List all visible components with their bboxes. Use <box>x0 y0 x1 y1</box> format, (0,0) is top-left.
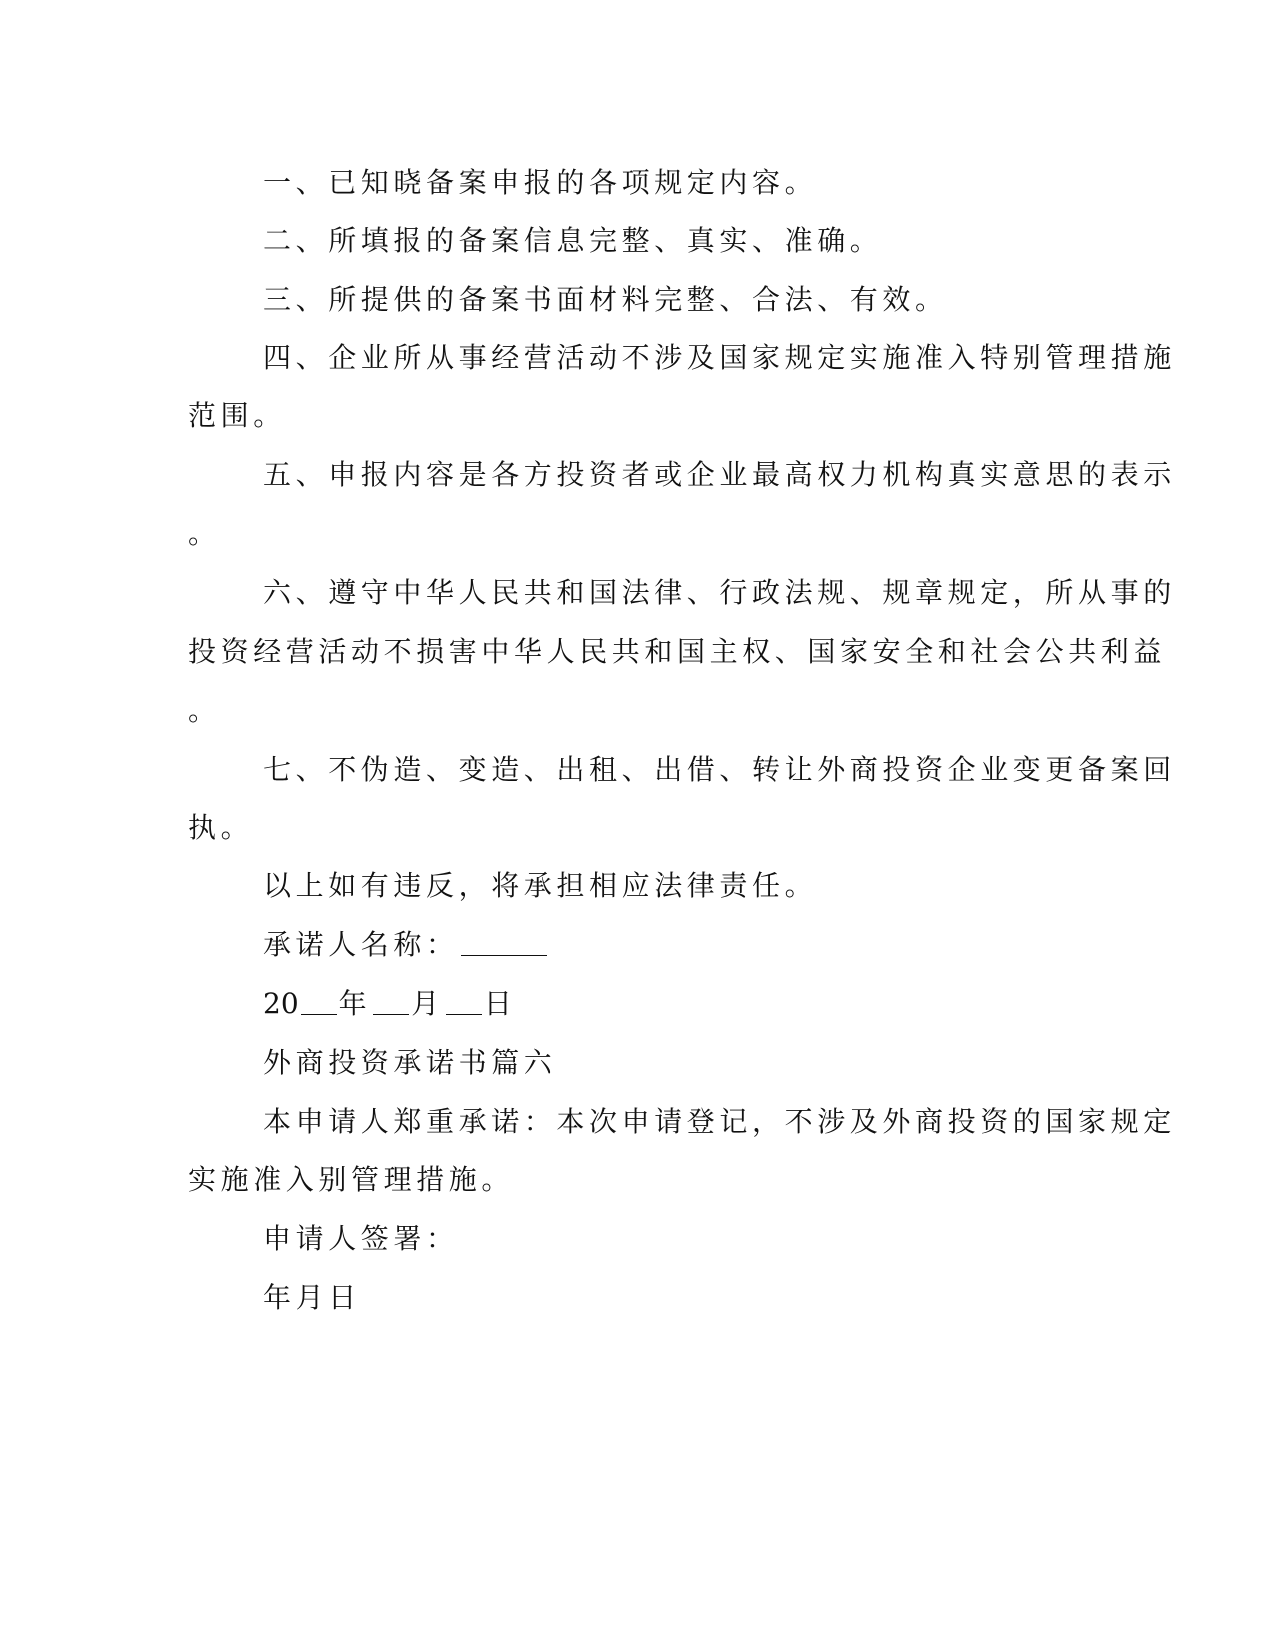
date-year-prefix: 20 <box>263 987 299 1020</box>
statement-line-1: 本申请人郑重承诺：本次申请登记，不涉及外商投资的国家规定 <box>263 1105 1176 1138</box>
item-7-line-2: 执。 <box>188 811 254 844</box>
signature-label: 申请人签署： <box>263 1222 459 1255</box>
item-6-line-1: 六、遵守中华人民共和国法律、行政法规、规章规定，所从事的 <box>263 576 1176 609</box>
item-7-line-1: 七、不伪造、变造、出租、出借、转让外商投资企业变更备案回 <box>263 753 1176 786</box>
item-1: 一、已知晓备案申报的各项规定内容。 <box>263 166 818 199</box>
item-6-line-2: 投资经营活动不损害中华人民共和国主权、国家安全和社会公共利益 <box>188 635 1167 668</box>
item-6-line-3: 。 <box>188 694 221 727</box>
day-label: 日 <box>483 987 517 1020</box>
date-label: 年月日 <box>263 1281 361 1314</box>
year-blank <box>301 986 337 1015</box>
item-3: 三、所提供的备案书面材料完整、合法、有效。 <box>263 283 948 316</box>
section-title: 外商投资承诺书篇六 <box>263 1046 557 1079</box>
item-4-line-2: 范围。 <box>188 399 286 432</box>
date-line <box>0 986 1275 1022</box>
promisor-label: 承诺人名称： <box>263 928 459 961</box>
promisor-line <box>0 927 1275 963</box>
statement-line-2: 实施准入别管理措施。 <box>188 1163 515 1196</box>
month-blank <box>373 986 409 1015</box>
year-label: 年 <box>338 987 372 1020</box>
item-2: 二、所填报的备案信息完整、真实、准确。 <box>263 224 883 257</box>
month-label: 月 <box>411 987 444 1020</box>
promisor-name-blank <box>461 927 547 956</box>
item-5-line-1: 五、申报内容是各方投资者或企业最高权力机构真实意思的表示 <box>263 458 1176 491</box>
liability-statement: 以上如有违反，将承担相应法律责任。 <box>263 869 818 902</box>
item-4-line-1: 四、企业所从事经营活动不涉及国家规定实施准入特别管理措施 <box>263 341 1176 374</box>
day-blank <box>446 986 482 1015</box>
item-5-line-2: 。 <box>188 517 221 550</box>
